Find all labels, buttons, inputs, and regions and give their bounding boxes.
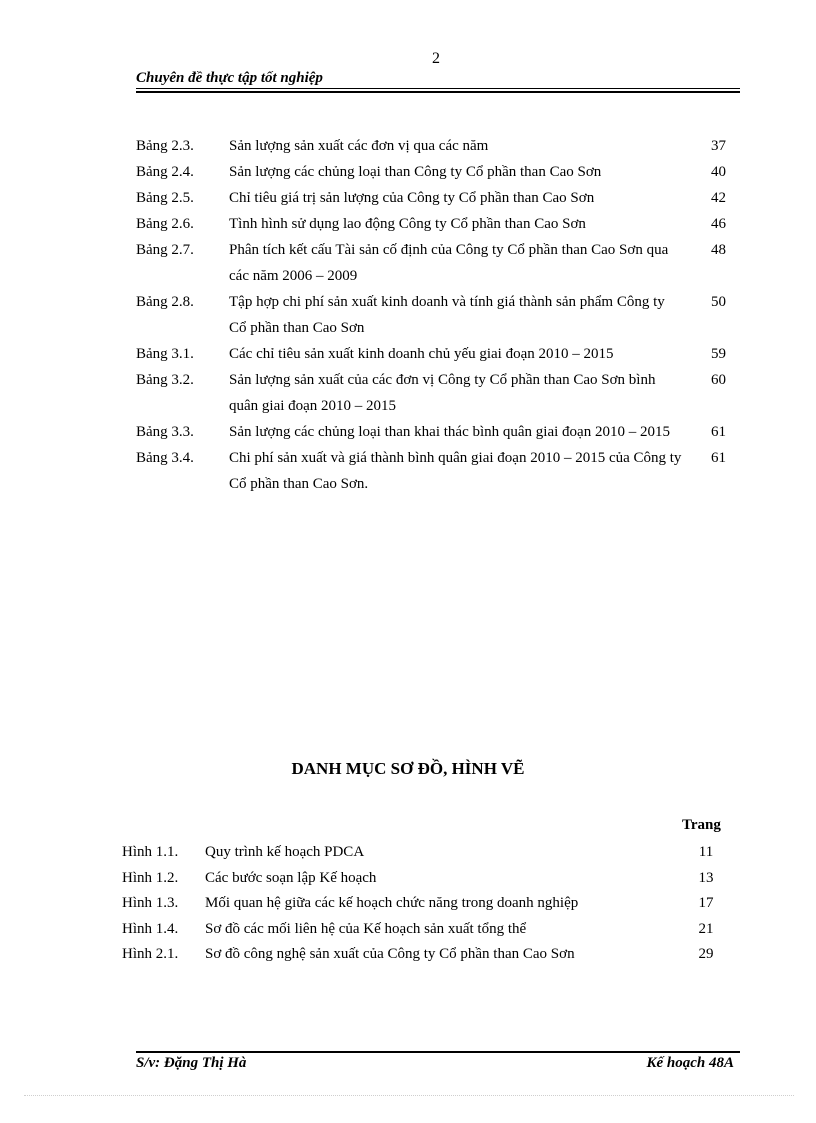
figure-label: Hình 1.1. [122,844,179,860]
figure-list-item [122,891,726,917]
figure-list-item [122,917,726,943]
table-list [136,133,726,497]
table-page: 60 [711,372,726,388]
table-page: 40 [711,164,726,180]
table-label: Bảng 2.5. [136,190,194,206]
table-list-item [136,211,726,237]
table-page: 46 [711,216,726,232]
table-page: 61 [711,450,726,466]
figure-page: 13 [698,869,714,886]
figure-title: Sơ đồ các mối liên hệ của Kế hoạch sản xuất tổng thể [205,920,527,937]
table-page: 42 [711,190,726,206]
table-label: Bảng 2.7. [136,242,194,258]
table-label: Bảng 3.3. [136,424,194,440]
table-title: Tình hình sử dụng lao động Công ty Cổ phần than Cao Sơn [229,216,586,232]
table-page: 48 [711,242,726,258]
page-number: 2 [432,50,440,67]
page-column-label: Trang [682,817,721,833]
header-rule-thick [136,91,740,93]
table-list-item [136,237,726,289]
figure-page: 29 [698,946,714,962]
footer-class: Kế hoạch 48A [646,1055,734,1071]
figure-page: 11 [698,844,714,860]
table-title: Sản lượng sản xuất các đơn vị qua các năm [229,138,489,154]
header-title: Chuyên đề thực tập tốt nghiệp [136,70,323,86]
table-label: Bảng 2.6. [136,216,194,232]
table-label: Bảng 3.2. [136,372,194,388]
table-label: Bảng 2.3. [136,138,194,154]
figure-label: Hình 1.4. [122,920,179,937]
figure-page: 17 [698,895,714,911]
figure-title: Mối quan hệ giữa các kế hoạch chức năng trong doanh nghiệp [205,895,579,911]
table-title: Phân tích kết cấu Tài sản cố định của Công ty Cổ phần than Cao Sơn qua các năm 2006 – 2009 [229,242,669,284]
figure-title: Các bước soạn lập Kế hoạch [205,869,377,886]
table-title: Chi phí sản xuất và giá thành bình quân giai đoạn 2010 – 2015 của Công ty Cổ phần than Cao Sơn. [229,450,682,492]
table-list-item [136,341,726,367]
table-list-item [136,445,726,497]
table-title: Tập hợp chi phí sản xuất kinh doanh và tính giá thành sản phẩm Công ty Cổ phần than Cao Sơn [229,294,665,336]
table-label: Bảng 2.4. [136,164,194,180]
table-page: 50 [711,294,726,310]
table-title: Các chỉ tiêu sản xuất kinh doanh chủ yếu giai đoạn 2010 – 2015 [229,346,614,362]
table-label: Bảng 3.1. [136,346,194,362]
table-page: 61 [711,424,726,440]
table-list-item [136,419,726,445]
table-page: 59 [711,346,726,362]
figure-list-item [122,840,726,866]
table-label: Bảng 3.4. [136,450,194,466]
table-list-item [136,159,726,185]
table-title: Sản lượng sản xuất của các đơn vị Công ty Cổ phần than Cao Sơn bình quân giai đoạn 2010 – 2015 [229,372,656,414]
footer-author: S/v: Đặng Thị Hà [136,1055,247,1071]
figure-title: Quy trình kế hoạch PDCA [205,844,365,860]
figure-list [122,840,726,968]
figure-label: Hình 2.1. [122,946,179,962]
table-page: 37 [711,138,726,154]
page-edge-divider [24,1095,794,1096]
table-title: Sản lượng các chủng loại than khai thác bình quân giai đoạn 2010 – 2015 [229,424,670,440]
table-list-item [136,185,726,211]
table-list-item [136,367,726,419]
table-list-item [136,133,726,159]
figure-page: 21 [698,920,714,937]
table-list-item [136,289,726,341]
figure-label: Hình 1.2. [122,869,179,886]
table-title: Chỉ tiêu giá trị sản lượng của Công ty Cổ phần than Cao Sơn [229,190,595,206]
header-rule [136,88,740,89]
table-label: Bảng 2.8. [136,294,194,310]
footer-rule [136,1051,740,1053]
figure-label: Hình 1.3. [122,895,179,911]
figures-heading: DANH MỤC SƠ ĐỒ, HÌNH VẼ [291,759,525,778]
figure-list-item [122,942,726,968]
figure-list-item [122,866,726,892]
table-title: Sản lượng các chủng loại than Công ty Cổ phần than Cao Sơn [229,164,602,180]
figure-title: Sơ đồ công nghệ sản xuất của Công ty Cổ phần than Cao Sơn [205,946,575,962]
